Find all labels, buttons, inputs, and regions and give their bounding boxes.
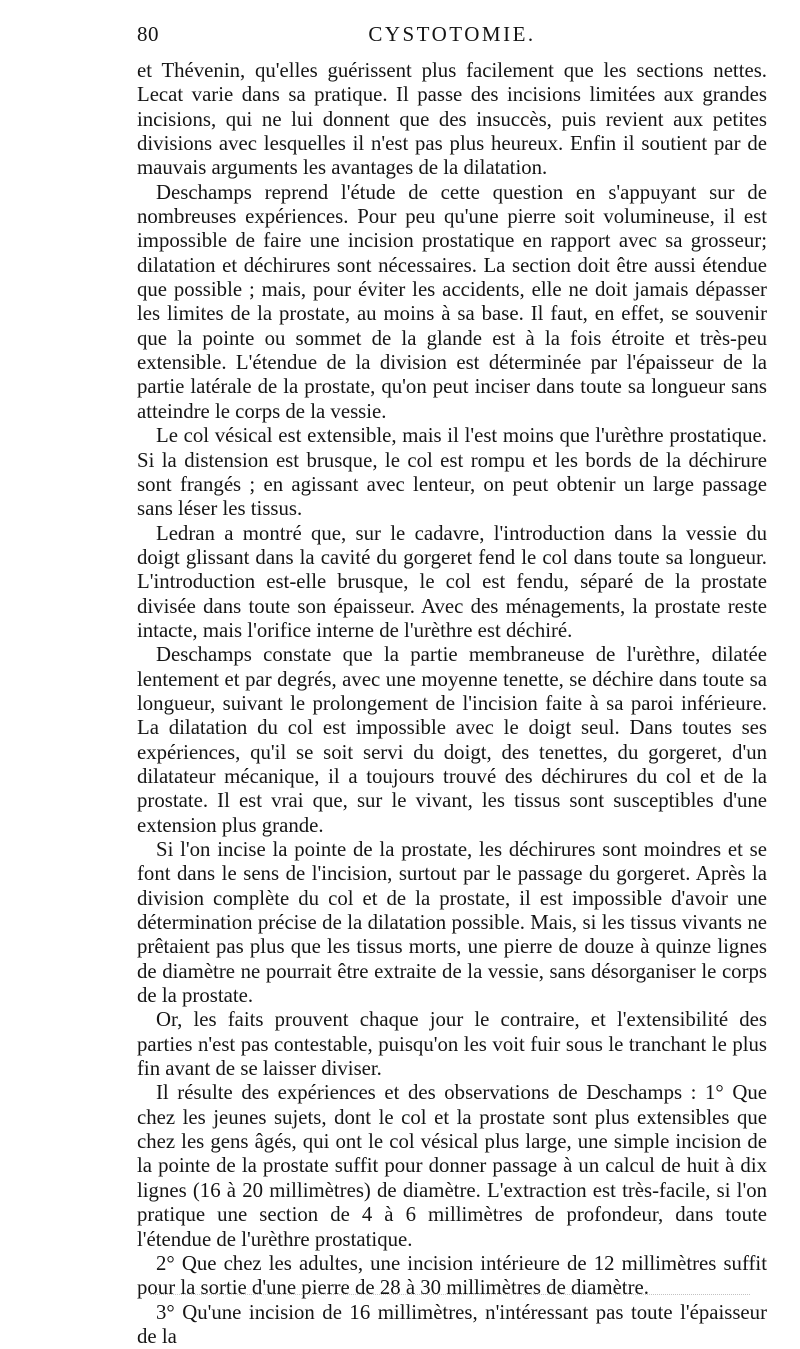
paragraph: Le col vésical est extensible, mais il l'est moins que l'urèthre prostatique. Si la distension est brusque, le col est rompu et les bords de la déchirure sont frangés ; en agissant avec lenteur, on peut obtenir un large passage sans léser les tissus. bbox=[137, 424, 767, 521]
paragraph: Il résulte des expériences et des observations de Deschamps : 1° Que chez les jeunes sujets, dont le col et la prostate sont plus extensibles que chez les gens âgés, qui ont le col vésical plus large, une simple incision de la pointe de la prostate suffit pour donner passage à un calcul de huit à dix lignes (16 à 20 millimètres) de diamètre. L'extraction est très-facile, si l'on pratique une section de 4 à 6 millimètres de profondeur, dans toute l'étendue de l'urèthre prostatique. bbox=[137, 1081, 767, 1251]
body-text bbox=[137, 59, 767, 1349]
paragraph: Or, les faits prouvent chaque jour le contraire, et l'extensibilité des parties n'est pas contestable, puisqu'on les voit fuir sous le tranchant le plus fin avant de se laisser diviser. bbox=[137, 1008, 767, 1081]
paragraph: Deschamps constate que la partie membraneuse de l'urèthre, dilatée lentement et par degrés, avec une moyenne tenette, se déchire dans toute sa longueur, suivant le prolongement de l'incision faite à sa paroi inférieure. La dilatation du col est impossible avec le doigt seul. Dans toutes ses expériences, qu'il se soit servi du doigt, des tenettes, du gorgeret, d'un dilatateur mécanique, il a toujours trouvé des déchirures du col et de la prostate. Il est vrai que, sur le vivant, les tissus sont susceptibles d'une extension plus grande. bbox=[137, 643, 767, 837]
paragraph: 3° Qu'une incision de 16 millimètres, n'intéressant pas toute l'épaisseur de la bbox=[137, 1300, 767, 1348]
paragraph: Si l'on incise la pointe de la prostate, les déchirures sont moindres et se font dans le sens de l'incision, surtout par le passage du gorgeret. Après la division complète du col et de la prostate, il est impossible d'avoir une détermination précise de la dilatation possible. Mais, si les tissus vivants ne prêtaient pas plus que les tissus morts, une pierre de douze à quinze lignes de diamètre ne pourrait être extraite de la vessie, sans désorganiser le corps de la prostate. bbox=[137, 838, 767, 1008]
paragraph: Ledran a montré que, sur le cadavre, l'introduction dans la vessie du doigt glissant dans la cavité du gorgeret fend le col dans toute sa longueur. L'introduction est-elle brusque, le col est fendu, séparé de la prostate divisée dans toute son épaisseur. Avec des ménagements, la prostate reste intacte, mais l'orifice interne de l'urèthre est déchiré. bbox=[137, 521, 767, 642]
running-title: CYSTOTOMIE. bbox=[368, 22, 536, 46]
paragraph: Deschamps reprend l'étude de cette question en s'appuyant sur de nombreuses expériences. Pour peu qu'une pierre soit volumineuse, il est impossible de faire une incision prostatique en rapport avec sa grosseur; dilatation et déchirures sont nécessaires. La section doit être aussi étendue que possible ; mais, pour éviter les accidents, elle ne doit jamais dépasser les limites de la prostate, au moins à sa base. Il faut, en effet, se souvenir que la pointe ou sommet de la glande est à la fois étroite et très-peu extensible. L'étendue de la division est déterminée par l'épaisseur de la partie latérale de la prostate, qu'on peut inciser dans toute sa longueur sans atteindre le corps de la vessie. bbox=[137, 180, 767, 423]
running-head bbox=[137, 22, 767, 52]
bleed-through-line bbox=[150, 1294, 750, 1295]
paragraph: 2° Que chez les adultes, une incision intérieure de 12 millimètres suffit pour la sortie d'une pierre de 28 à 30 millimètres de diamètre. bbox=[137, 1251, 767, 1300]
page-number: 80 bbox=[137, 22, 159, 46]
paragraph-continuation: et Thévenin, qu'elles guérissent plus facilement que les sections nettes. Lecat varie dans sa pratique. Il passe des incisions limitées aux grandes incisions, qui ne lui donnent que des insuccès, puis revient aux petites divisions avec lesquelles il n'est pas plus heureux. Enfin il soutient par de mauvais arguments les avantages de la dilatation. bbox=[137, 59, 767, 180]
